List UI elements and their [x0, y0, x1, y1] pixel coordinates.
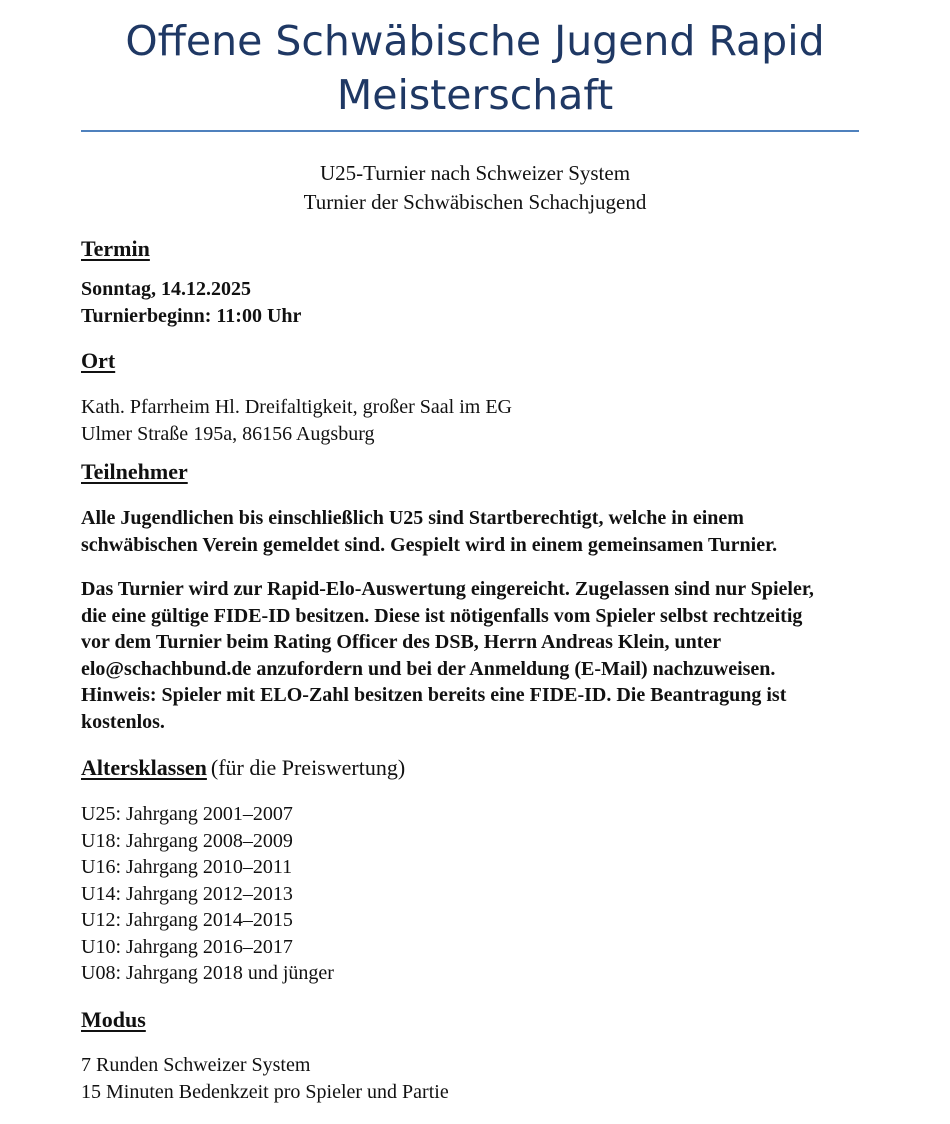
subtitle-line-2: Turnier der Schwäbischen Schachjugend — [303, 190, 647, 214]
teilnehmer-p2-line: elo@schachbund.de anzufordern und bei der Anmeldung (E-Mail) nachzuweisen. — [81, 657, 776, 680]
teilnehmer-p2-line: Das Turnier wird zur Rapid-Elo-Auswertung eingereicht. Zugelassen sind nur Spieler, — [81, 578, 814, 600]
modus-heading: Modus — [81, 1007, 146, 1032]
altersklasse-item: U25: Jahrgang 2001–2007 — [81, 803, 293, 825]
modus-time-control: 15 Minuten Bedenkzeit pro Spieler und Partie — [81, 1080, 449, 1103]
ort-details — [81, 394, 881, 447]
altersklasse-item: U14: Jahrgang 2012–2013 — [81, 882, 293, 905]
teilnehmer-p1-line: schwäbischen Verein gemeldet sind. Gespielt wird in einem gemeinsamen Turnier. — [81, 533, 778, 556]
teilnehmer-paragraph-1 — [81, 505, 881, 558]
modus-rounds: 7 Runden Schweizer System — [81, 1054, 311, 1076]
ort-heading: Ort — [81, 348, 116, 373]
termin-start-time: Turnierbeginn: 11:00 Uhr — [81, 304, 302, 327]
termin-heading: Termin — [81, 236, 150, 261]
altersklassen-heading — [81, 754, 405, 782]
ort-address: Ulmer Straße 195a, 86156 Augsburg — [81, 422, 375, 445]
subtitle-line-1: U25-Turnier nach Schweizer System — [319, 161, 631, 185]
title-line-1: Offene Schwäbische Jugend Rapid — [125, 17, 825, 65]
altersklasse-item: U18: Jahrgang 2008–2009 — [81, 829, 293, 852]
ort-venue: Kath. Pfarrheim Hl. Dreifaltigkeit, großer Saal im EG — [81, 396, 512, 418]
teilnehmer-paragraph-2 — [81, 576, 881, 735]
document-title — [60, 14, 890, 122]
title-line-2: Meisterschaft — [336, 71, 614, 119]
altersklasse-item: U10: Jahrgang 2016–2017 — [81, 935, 293, 958]
altersklassen-heading-text: Altersklassen — [81, 755, 207, 780]
altersklasse-item: U16: Jahrgang 2010–2011 — [81, 856, 293, 878]
termin-details — [81, 276, 881, 329]
teilnehmer-p2-line: kostenlos. — [81, 710, 165, 733]
document-subtitle — [60, 159, 890, 217]
altersklassen-list — [81, 801, 881, 987]
title-divider — [81, 130, 859, 132]
teilnehmer-p2-line: die eine gültige FIDE-ID besitzen. Diese ist nötigenfalls vom Spieler selbst rechtzeitig — [81, 604, 803, 627]
altersklasse-item: U08: Jahrgang 2018 und jünger — [81, 962, 334, 984]
altersklasse-item: U12: Jahrgang 2014–2015 — [81, 909, 293, 931]
modus-details — [81, 1052, 881, 1105]
altersklassen-note: (für die Preiswertung) — [210, 755, 406, 780]
teilnehmer-p2-line: Hinweis: Spieler mit ELO-Zahl besitzen bereits eine FIDE-ID. Die Beantragung ist — [81, 684, 787, 706]
teilnehmer-p2-line: vor dem Turnier beim Rating Officer des DSB, Herrn Andreas Klein, unter — [81, 631, 722, 653]
teilnehmer-p1-line: Alle Jugendlichen bis einschließlich U25 sind Startberechtigt, welche in einem — [81, 507, 744, 529]
termin-date: Sonntag, 14.12.2025 — [81, 278, 252, 300]
teilnehmer-heading: Teilnehmer — [81, 459, 188, 484]
